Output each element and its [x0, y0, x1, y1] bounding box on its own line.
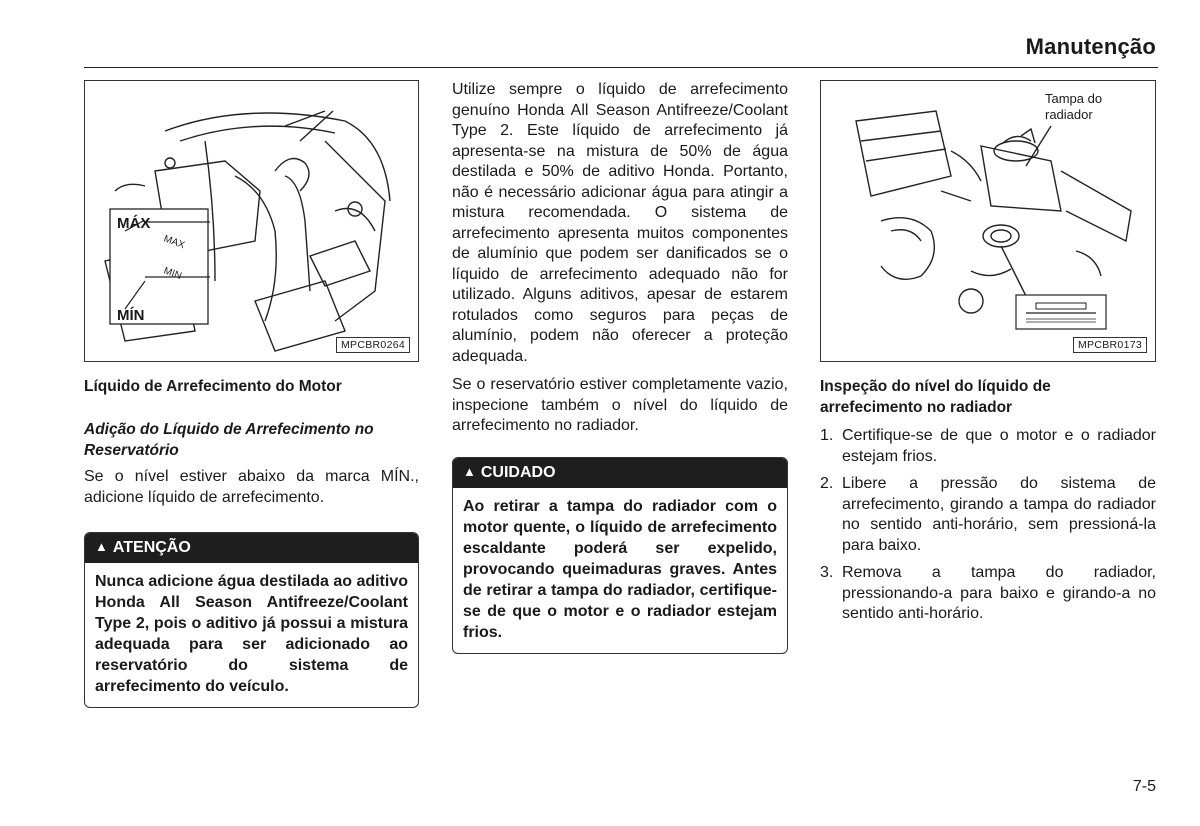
warning-box-title: ATENÇÃO	[112, 539, 191, 556]
warning-box-header	[85, 533, 418, 563]
figure-radiator-cap	[820, 80, 1156, 362]
figure-label-min: MÍN	[117, 307, 145, 324]
column-middle	[452, 80, 788, 654]
page-header-title: Manutenção	[1025, 34, 1156, 59]
figure-label-max: MÁX	[117, 215, 151, 232]
column-right	[820, 80, 1156, 632]
caution-box-header	[453, 458, 787, 488]
step-number: 3.	[820, 564, 834, 581]
caution-box-cuidado	[452, 457, 788, 654]
warning-triangle-icon: ▲	[463, 463, 476, 479]
figure-code: MPCBR0264	[336, 337, 410, 353]
figure-code: MPCBR0173	[1073, 337, 1147, 353]
step-text: Remova a tampa do radiador, pressionando-a para baixo e girando-a no sentido anti-horário.	[842, 564, 1156, 622]
page-number: 7-5	[1132, 778, 1156, 795]
inspection-steps-list	[820, 426, 1156, 625]
list-item	[820, 563, 1156, 625]
figure-tag-min: MIN	[161, 265, 183, 283]
step-number: 2.	[820, 475, 834, 492]
caution-box-body: Ao retirar a tampa do radiador com o motor quente, o líquido de arrefecimento escaldante poderá ser expelido, provocando queimaduras graves. Antes de retirar a tampa do radiador, certifique-se de que o motor e o radiador estejam frios.	[463, 497, 777, 641]
column-left	[84, 80, 419, 708]
section-title-radiator-inspection: Inspeção do nível do líquido de arrefecimento no radiador	[820, 378, 1051, 416]
warning-triangle-icon: ▲	[95, 539, 108, 554]
radiator-illustration	[821, 81, 1156, 362]
list-item	[820, 474, 1156, 556]
caution-box-title: CUIDADO	[480, 463, 556, 481]
warning-box-body: Nunca adicione água destilada ao aditivo Honda All Season Antifreeze/Coolant Type 2, pois o aditivo já possui a mistura adequada para ser adicionado ao reservatório do sistema de arrefecimento do veículo.	[95, 573, 408, 695]
warning-box-atencao	[84, 532, 419, 708]
paragraph-use-genuine-coolant: Utilize sempre o líquido de arrefecimento genuíno Honda All Season Antifreeze/Coolant Type 2. Este líquido de arrefecimento já apresenta-se na mistura de 50% de água destilada e 50% de aditivo Honda. Portanto, não é necessário adicionar água para atingir a mistura recomendada. O sistema de arrefecimento apresenta muitos componentes de alumínio que podem ser danificados se o líquido de arrefecimento adequado não for utilizado. Alguns aditivos, apesar de estarem rotulados como seguros para peças de alumínio, podem não oferecer a proteção adequada.	[452, 81, 788, 365]
figure-tag-max: MAX	[161, 233, 187, 252]
subhead-adding-coolant: Adição do Líquido de Arrefecimento no Reservatório	[84, 421, 374, 459]
step-text: Libere a pressão do sistema de arrefecimento, girando a tampa do radiador no sentido anti-horário, sem pressioná-la para baixo.	[842, 475, 1156, 554]
list-item	[820, 426, 1156, 467]
figure-coolant-reservoir	[84, 80, 419, 362]
header-rule	[84, 67, 1158, 68]
figure-callout-radiator-cap: Tampa do radiador	[1045, 91, 1103, 122]
section-title-engine-coolant: Líquido de Arrefecimento do Motor	[84, 378, 342, 395]
paragraph-add-coolant: Se o nível estiver abaixo da marca MÍN., adicione líquido de arrefecimento.	[84, 468, 419, 506]
step-text: Certifique-se de que o motor e o radiador estejam frios.	[842, 427, 1156, 465]
paragraph-reservoir-empty: Se o reservatório estiver completamente vazio, inspecione também o nível do líquido de arrefecimento no radiador.	[452, 376, 788, 434]
step-number: 1.	[820, 427, 834, 444]
